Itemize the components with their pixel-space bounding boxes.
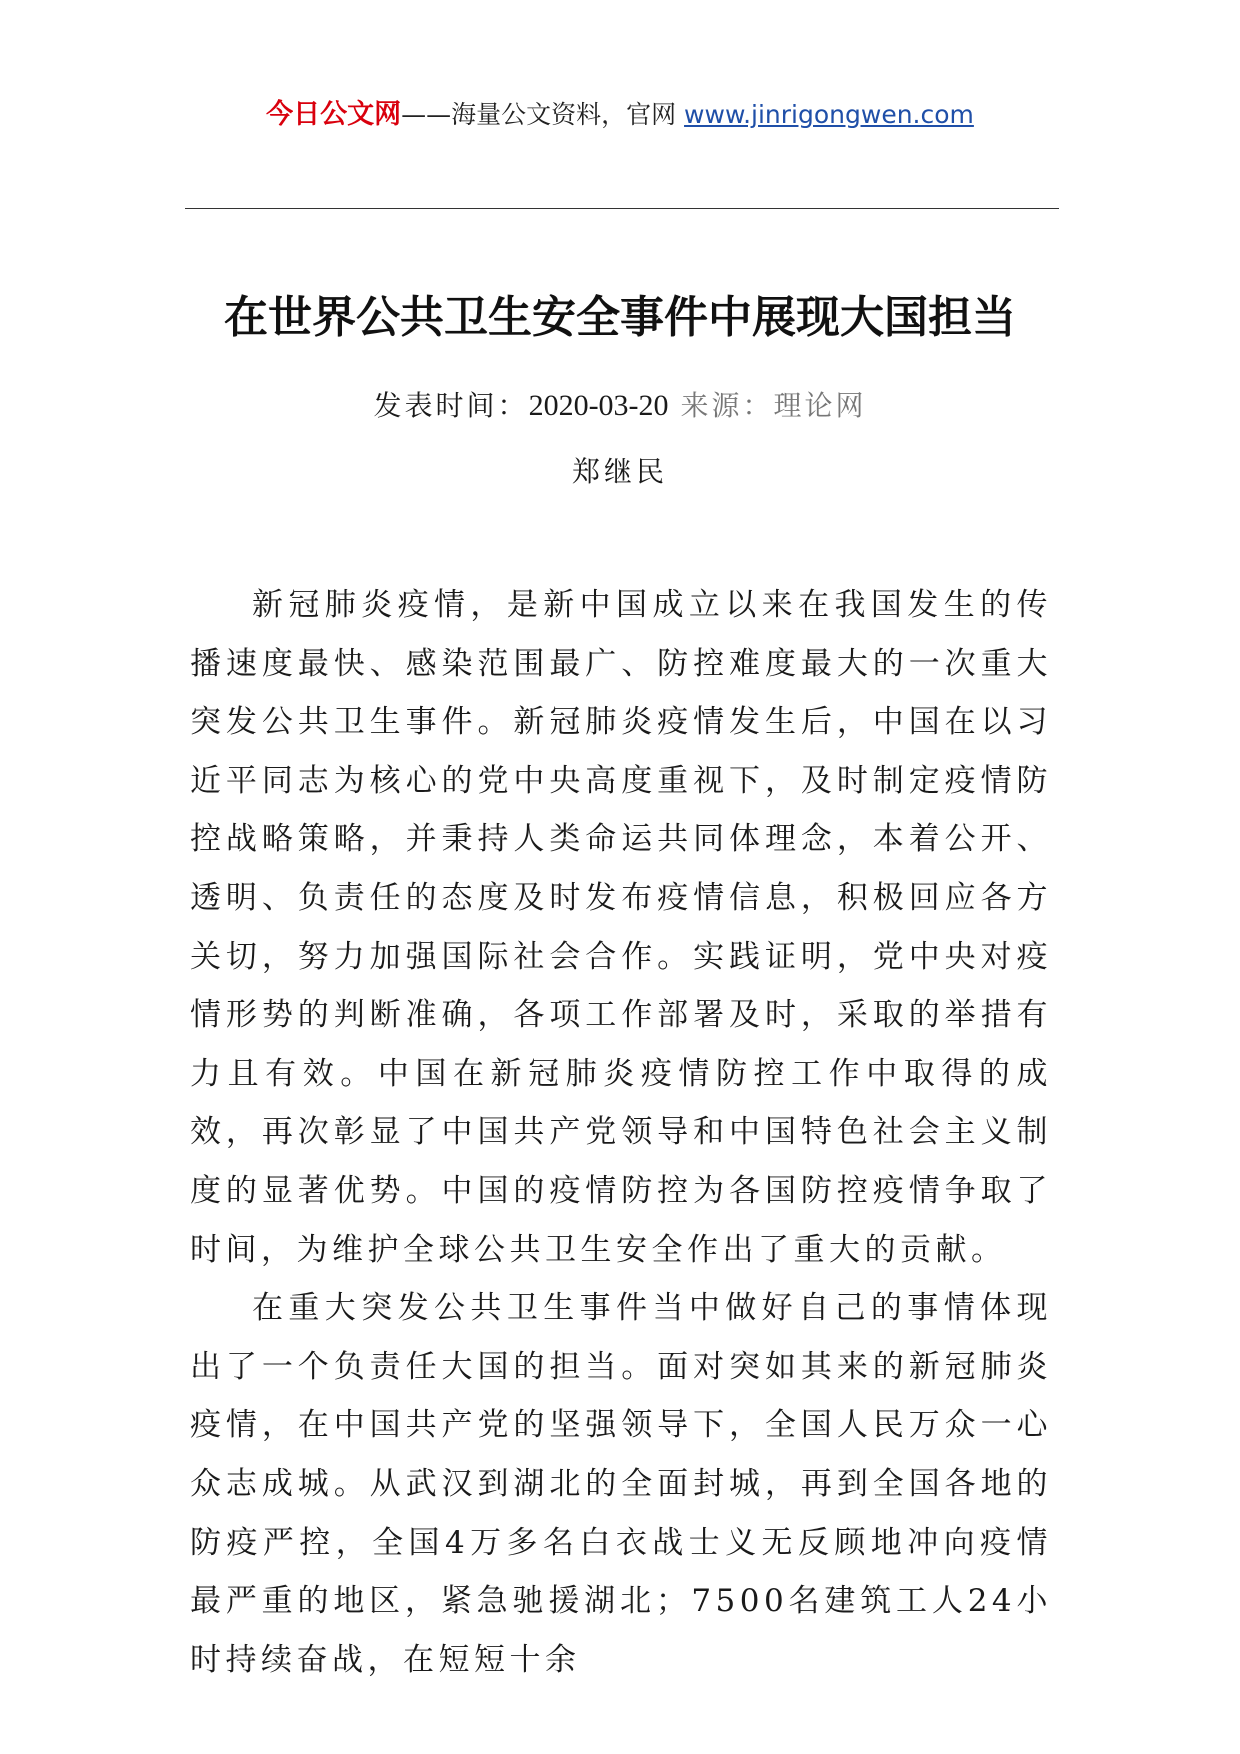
article-author: 郑继民 [571,455,668,488]
site-header [0,98,1240,132]
article-source: 来源：理论网 [668,389,867,422]
article-meta [0,386,1240,426]
header-divider [185,208,1059,209]
paragraph: 在重大突发公共卫生事件当中做好自己的事情体现出了一个负责任大国的担当。面对突如其来的新冠肺炎疫情，在中国共产党的坚强领导下，全国人民万众一心众志成城。从武汉到湖北的全面封城，再到全国各地的防疫严控，全国4万多名白衣战士义无反顾地冲向疫情最严重的地区，紧急驰援湖北；7500名建筑工人24小时持续奋战，在短短十余 [190,1290,1052,1678]
publish-date: 2020-03-20 [528,389,669,422]
publish-time-label: 发表时间： [373,389,529,422]
site-tagline: ——海量公文资料，官网 [401,100,685,129]
site-brand[interactable]: 今日公文网 [266,99,402,130]
paragraph: 新冠肺炎疫情，是新中国成立以来在我国发生的传播速度最快、感染范围最广、防控难度最大的一次重大突发公共卫生事件。新冠肺炎疫情发生后，中国在以习近平同志为核心的党中央高度重视下，及时制定疫情防控战略策略，并秉持人类命运共同体理念，本着公开、透明、负责任的态度及时发布疫情信息，积极回应各方关切，努力加强国际社会合作。实践证明，党中央对疫情形势的判断准确，各项工作部署及时，采取的举措有力且有效。中国在新冠肺炎疫情防控工作中取得的成效，再次彰显了中国共产党领导和中国特色社会主义制度的显著优势。中国的疫情防控为各国防控疫情争取了时间，为维护全球公共卫生安全作出了重大的贡献。 [190,587,1052,1268]
article-body [190,576,1052,1689]
article-title: 在世界公共卫生安全事件中展现大国担当 [224,292,1016,343]
site-url-link[interactable]: www.jinrigongwen.com [684,100,974,129]
